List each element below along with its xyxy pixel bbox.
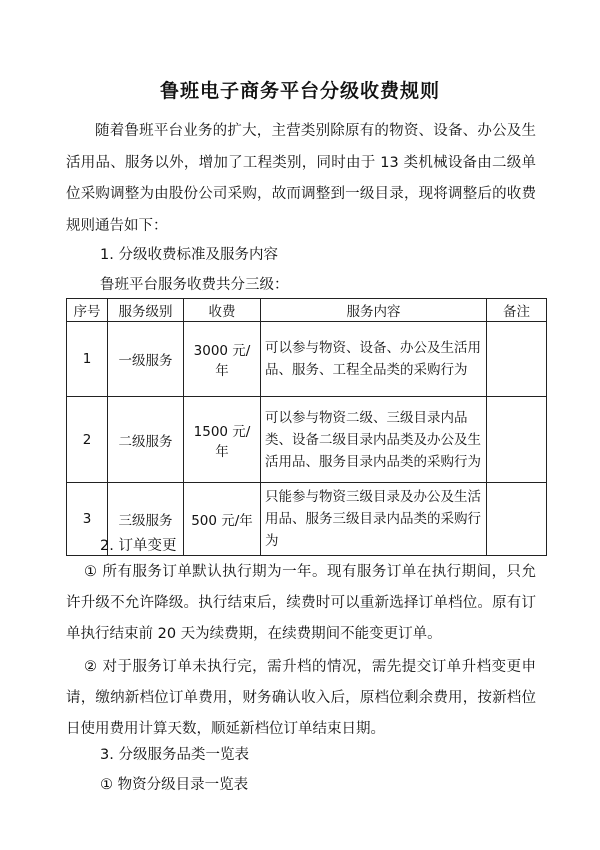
row-fee: 3000 元/年 bbox=[184, 322, 261, 397]
section3-heading: 3. 分级服务品类一览表 bbox=[100, 747, 249, 763]
section2-paragraph-1: ① 所有服务订单默认执行期为一年。现有服务订单在执行期间，只允许升级不允许降级。执行结束后，续费时可以重新选择订单档位。原有订单执行结束前 20 天为续费期，在续费期间不能变更订单。 bbox=[66, 564, 536, 642]
row-note bbox=[487, 483, 547, 556]
table-header-row bbox=[67, 299, 547, 322]
section2-paragraph-2: ② 对于服务订单未执行完，需升档的情况，需先提交订单升档变更申请，缴纳新档位订单费用，财务确认收入后，原档位剩余费用，按新档位日使用费用计算天数，顺延新档位订单结束日期。 bbox=[66, 659, 536, 737]
section1-heading: 1. 分级收费标准及服务内容 bbox=[100, 247, 278, 263]
section2-heading: 2. 订单变更 bbox=[100, 538, 177, 554]
header-note: 备注 bbox=[487, 299, 547, 322]
document-title: 鲁班电子商务平台分级收费规则 bbox=[159, 80, 440, 102]
table-row bbox=[67, 397, 547, 483]
row-content: 可以参与物资二级、三级目录内品类、设备二级目录内品类及办公及生活用品、服务目录内品类的采购行为 bbox=[261, 397, 487, 483]
fee-table bbox=[66, 298, 547, 556]
row-content: 可以参与物资、设备、办公及生活用品、服务、工程全品类的采购行为 bbox=[261, 322, 487, 397]
header-content: 服务内容 bbox=[261, 299, 487, 322]
row-level: 二级服务 bbox=[108, 397, 184, 483]
row-fee: 500 元/年 bbox=[184, 483, 261, 556]
row-no: 2 bbox=[67, 397, 108, 483]
row-level: 三级服务 bbox=[108, 483, 184, 556]
row-no: 3 bbox=[67, 483, 108, 556]
intro-paragraph: 随着鲁班平台业务的扩大，主营类别除原有的物资、设备、办公及生活用品、服务以外，增加了工程类别，同时由于 13 类机械设备由二级单位采购调整为由股份公司采购，故而调整到一级目录，现将调整后的收费规则通告如下： bbox=[66, 123, 536, 234]
section3-subheading: ① 物资分级目录一览表 bbox=[100, 777, 249, 793]
row-note bbox=[487, 397, 547, 483]
row-level: 一级服务 bbox=[108, 322, 184, 397]
row-note bbox=[487, 322, 547, 397]
section1-subheading: 鲁班平台服务收费共分三级： bbox=[100, 277, 289, 293]
row-no: 1 bbox=[67, 322, 108, 397]
header-level: 服务级别 bbox=[108, 299, 184, 322]
table-row bbox=[67, 322, 547, 397]
header-fee: 收费 bbox=[184, 299, 261, 322]
row-content: 只能参与物资三级目录及办公及生活用品、服务三级目录内品类的采购行为 bbox=[261, 483, 487, 556]
row-fee: 1500 元/年 bbox=[184, 397, 261, 483]
header-no: 序号 bbox=[67, 299, 108, 322]
